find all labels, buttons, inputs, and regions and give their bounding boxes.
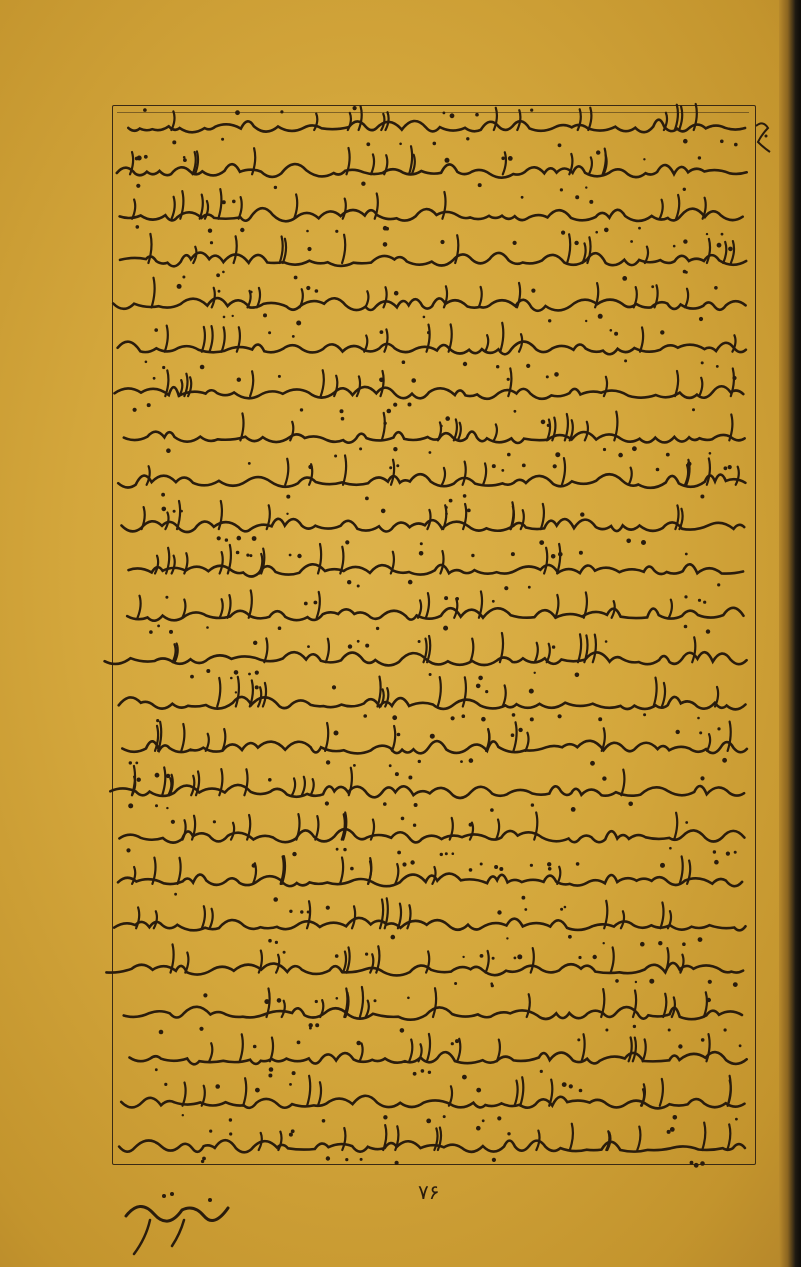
text-line	[118, 323, 746, 370]
text-line	[121, 1076, 744, 1124]
text-line	[106, 944, 743, 987]
text-line	[105, 633, 747, 680]
text-line	[118, 455, 745, 502]
text-line	[122, 722, 747, 768]
text-line	[119, 1123, 745, 1168]
text-line	[127, 590, 743, 634]
text-line	[119, 813, 744, 857]
text-line	[124, 987, 742, 1034]
text-line	[130, 1034, 747, 1080]
margin-mark-icon	[752, 118, 774, 158]
text-line	[122, 501, 745, 545]
text-line	[120, 234, 746, 281]
text-line	[124, 412, 745, 458]
text-line	[128, 104, 745, 147]
folio-number: ۷۶	[418, 1180, 440, 1204]
text-line	[118, 856, 742, 902]
text-line	[119, 677, 746, 723]
text-line	[110, 766, 744, 812]
text-line	[114, 898, 745, 946]
text-line	[113, 278, 745, 326]
catchword-icon	[120, 1176, 240, 1266]
text-line	[120, 189, 743, 235]
text-line	[115, 368, 744, 413]
text-line	[129, 544, 744, 590]
text-line	[117, 146, 747, 191]
